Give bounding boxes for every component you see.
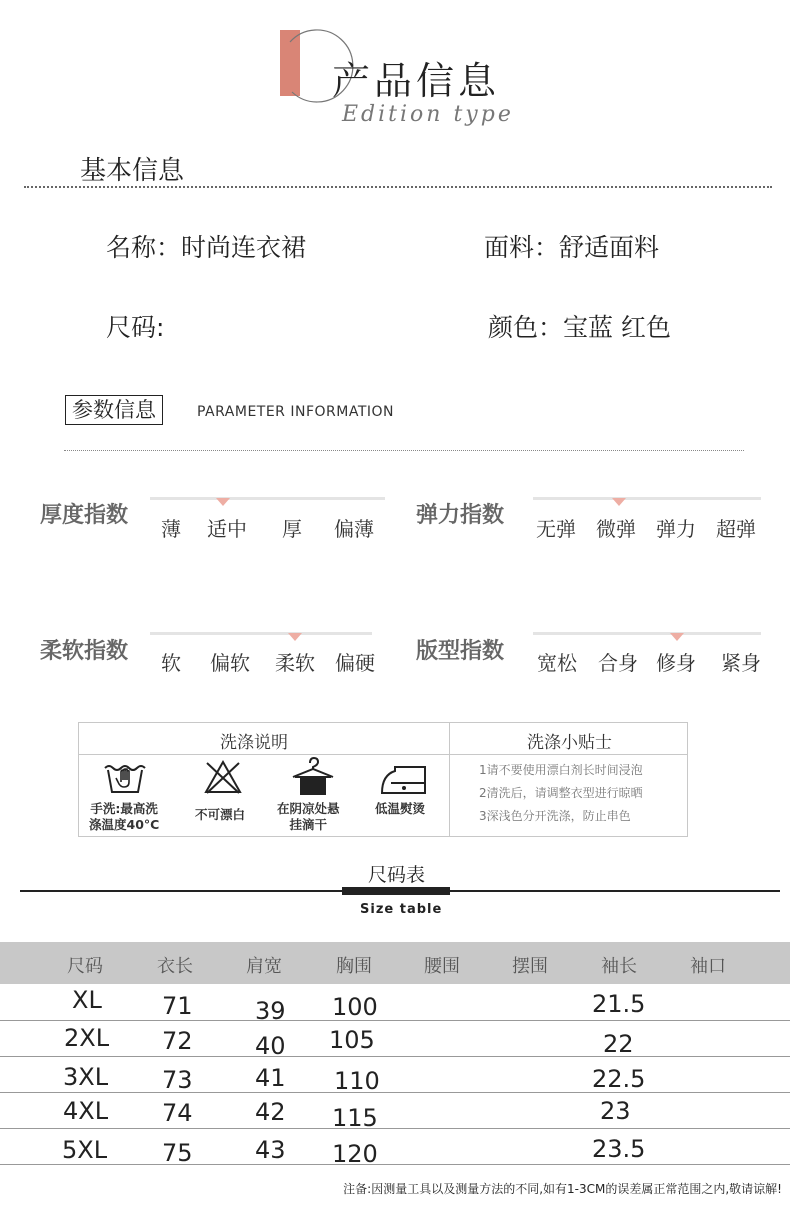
table-cell-sleeve: 23 [600, 1097, 631, 1125]
size-table-subtitle: Size table [360, 902, 443, 917]
table-cell-sleeve: 23.5 [592, 1135, 646, 1163]
thickness-option: 厚 [282, 517, 302, 541]
column-header-shoulder: 肩宽 [246, 956, 282, 977]
elasticity-option: 无弹 [536, 517, 576, 541]
table-cell-bust: 105 [329, 1026, 375, 1054]
fit-option: 修身 [656, 651, 696, 675]
low-iron-label: 低温熨烫 [375, 801, 426, 816]
elasticity-index-label: 弹力指数 [416, 503, 505, 528]
low-iron-icon [379, 763, 429, 795]
table-cell-size: XL [72, 986, 102, 1014]
hang-dry-label: 在阴凉处悬 挂滴干 [277, 801, 340, 832]
column-header-waist: 腰围 [424, 956, 460, 977]
table-cell-bust: 120 [332, 1140, 378, 1168]
thickness-selected-marker [216, 498, 230, 506]
fit-option: 紧身 [721, 651, 761, 675]
table-cell-length: 75 [162, 1139, 193, 1167]
softness-option: 偏硬 [335, 651, 375, 675]
thickness-option: 适中 [207, 517, 247, 541]
basic-info-title: 基本信息 [80, 156, 185, 186]
divider [24, 186, 772, 188]
divider [449, 723, 450, 836]
column-header-size: 尺码 [67, 956, 103, 977]
parameter-title: 参数信息 [65, 395, 163, 425]
softness-option: 软 [161, 651, 181, 675]
table-cell-shoulder: 42 [255, 1098, 286, 1126]
wash-tip: 1请不要使用漂白剂长时间浸泡 [479, 763, 643, 777]
table-cell-length: 73 [162, 1066, 193, 1094]
softness-option: 柔软 [275, 651, 315, 675]
fit-scale [533, 632, 761, 635]
table-cell-size: 4XL [63, 1097, 109, 1125]
product-color: 颜色：宝蓝 红色 [488, 313, 671, 342]
no-bleach-icon [203, 759, 243, 795]
table-cell-shoulder: 40 [255, 1032, 286, 1060]
fit-option: 合身 [598, 651, 638, 675]
row-divider [0, 1128, 790, 1129]
column-header-cuff: 袖口 [690, 956, 726, 977]
divider [79, 754, 687, 755]
table-cell-size: 3XL [63, 1063, 109, 1091]
table-cell-size: 5XL [62, 1136, 108, 1164]
hand-wash-icon [103, 760, 147, 794]
table-cell-shoulder: 43 [255, 1136, 286, 1164]
table-cell-bust: 110 [334, 1067, 380, 1095]
row-divider [0, 1056, 790, 1057]
table-cell-length: 72 [162, 1027, 193, 1055]
table-cell-sleeve: 22.5 [592, 1065, 646, 1093]
page-subtitle: Edition type [342, 102, 514, 127]
softness-selected-marker [288, 633, 302, 641]
product-fabric: 面料：舒适面料 [484, 233, 660, 262]
column-header-length: 衣长 [157, 956, 193, 977]
column-header-sleeve: 袖长 [601, 956, 637, 977]
page-title: 产品信息 [332, 59, 501, 103]
elasticity-selected-marker [612, 498, 626, 506]
thickness-option: 薄 [161, 517, 181, 541]
no-bleach-label: 不可漂白 [195, 807, 246, 822]
fit-option: 宽松 [537, 651, 577, 675]
table-cell-length: 74 [162, 1099, 193, 1127]
thickness-scale [150, 497, 385, 500]
table-cell-bust: 115 [332, 1104, 378, 1132]
size-table-header [0, 942, 790, 984]
table-cell-sleeve: 21.5 [592, 990, 646, 1018]
care-instructions-box [78, 722, 688, 837]
wash-tip: 3深浅色分开洗涤，防止串色 [479, 809, 631, 823]
table-cell-shoulder: 41 [255, 1064, 286, 1092]
softness-option: 偏软 [210, 651, 250, 675]
wash-tip: 2清洗后，请调整衣型进行晾晒 [479, 786, 643, 800]
row-divider [0, 1164, 790, 1165]
table-cell-shoulder: 39 [255, 997, 286, 1025]
wash-instructions-heading: 洗涤说明 [220, 733, 288, 753]
column-header-hem: 摆围 [512, 956, 548, 977]
elasticity-option: 微弹 [596, 517, 636, 541]
softness-scale [150, 632, 372, 635]
fit-index-label: 版型指数 [416, 639, 505, 664]
product-size: 尺码: [106, 313, 165, 342]
table-cell-length: 71 [162, 992, 193, 1020]
measurement-note: 注备:因测量工具以及测量方法的不同,如有1-3CM的误差属正常范围之内,敬请谅解! [343, 1182, 782, 1196]
hang-dry-shade-icon [290, 755, 336, 797]
elasticity-option: 弹力 [656, 517, 696, 541]
wash-tips-heading: 洗涤小贴士 [527, 733, 612, 753]
hand-wash-label: 手洗:最高洗 涤温度40°C [89, 801, 160, 832]
table-cell-sleeve: 22 [603, 1030, 634, 1058]
size-table-title: 尺码表 [368, 864, 426, 886]
elasticity-scale [533, 497, 761, 500]
thickness-option: 偏薄 [334, 517, 374, 541]
elasticity-option: 超弹 [716, 517, 756, 541]
thickness-index-label: 厚度指数 [40, 503, 129, 528]
parameter-title-en: PARAMETER INFORMATION [197, 404, 395, 420]
size-table-rule-accent [342, 887, 450, 895]
divider [64, 450, 744, 451]
table-cell-size: 2XL [64, 1024, 110, 1052]
product-name: 名称：时尚连衣裙 [106, 233, 307, 262]
fit-selected-marker [670, 633, 684, 641]
table-cell-bust: 100 [332, 993, 378, 1021]
softness-index-label: 柔软指数 [40, 639, 129, 664]
row-divider [0, 1020, 790, 1021]
column-header-bust: 胸围 [336, 956, 372, 977]
row-divider [0, 1092, 790, 1093]
